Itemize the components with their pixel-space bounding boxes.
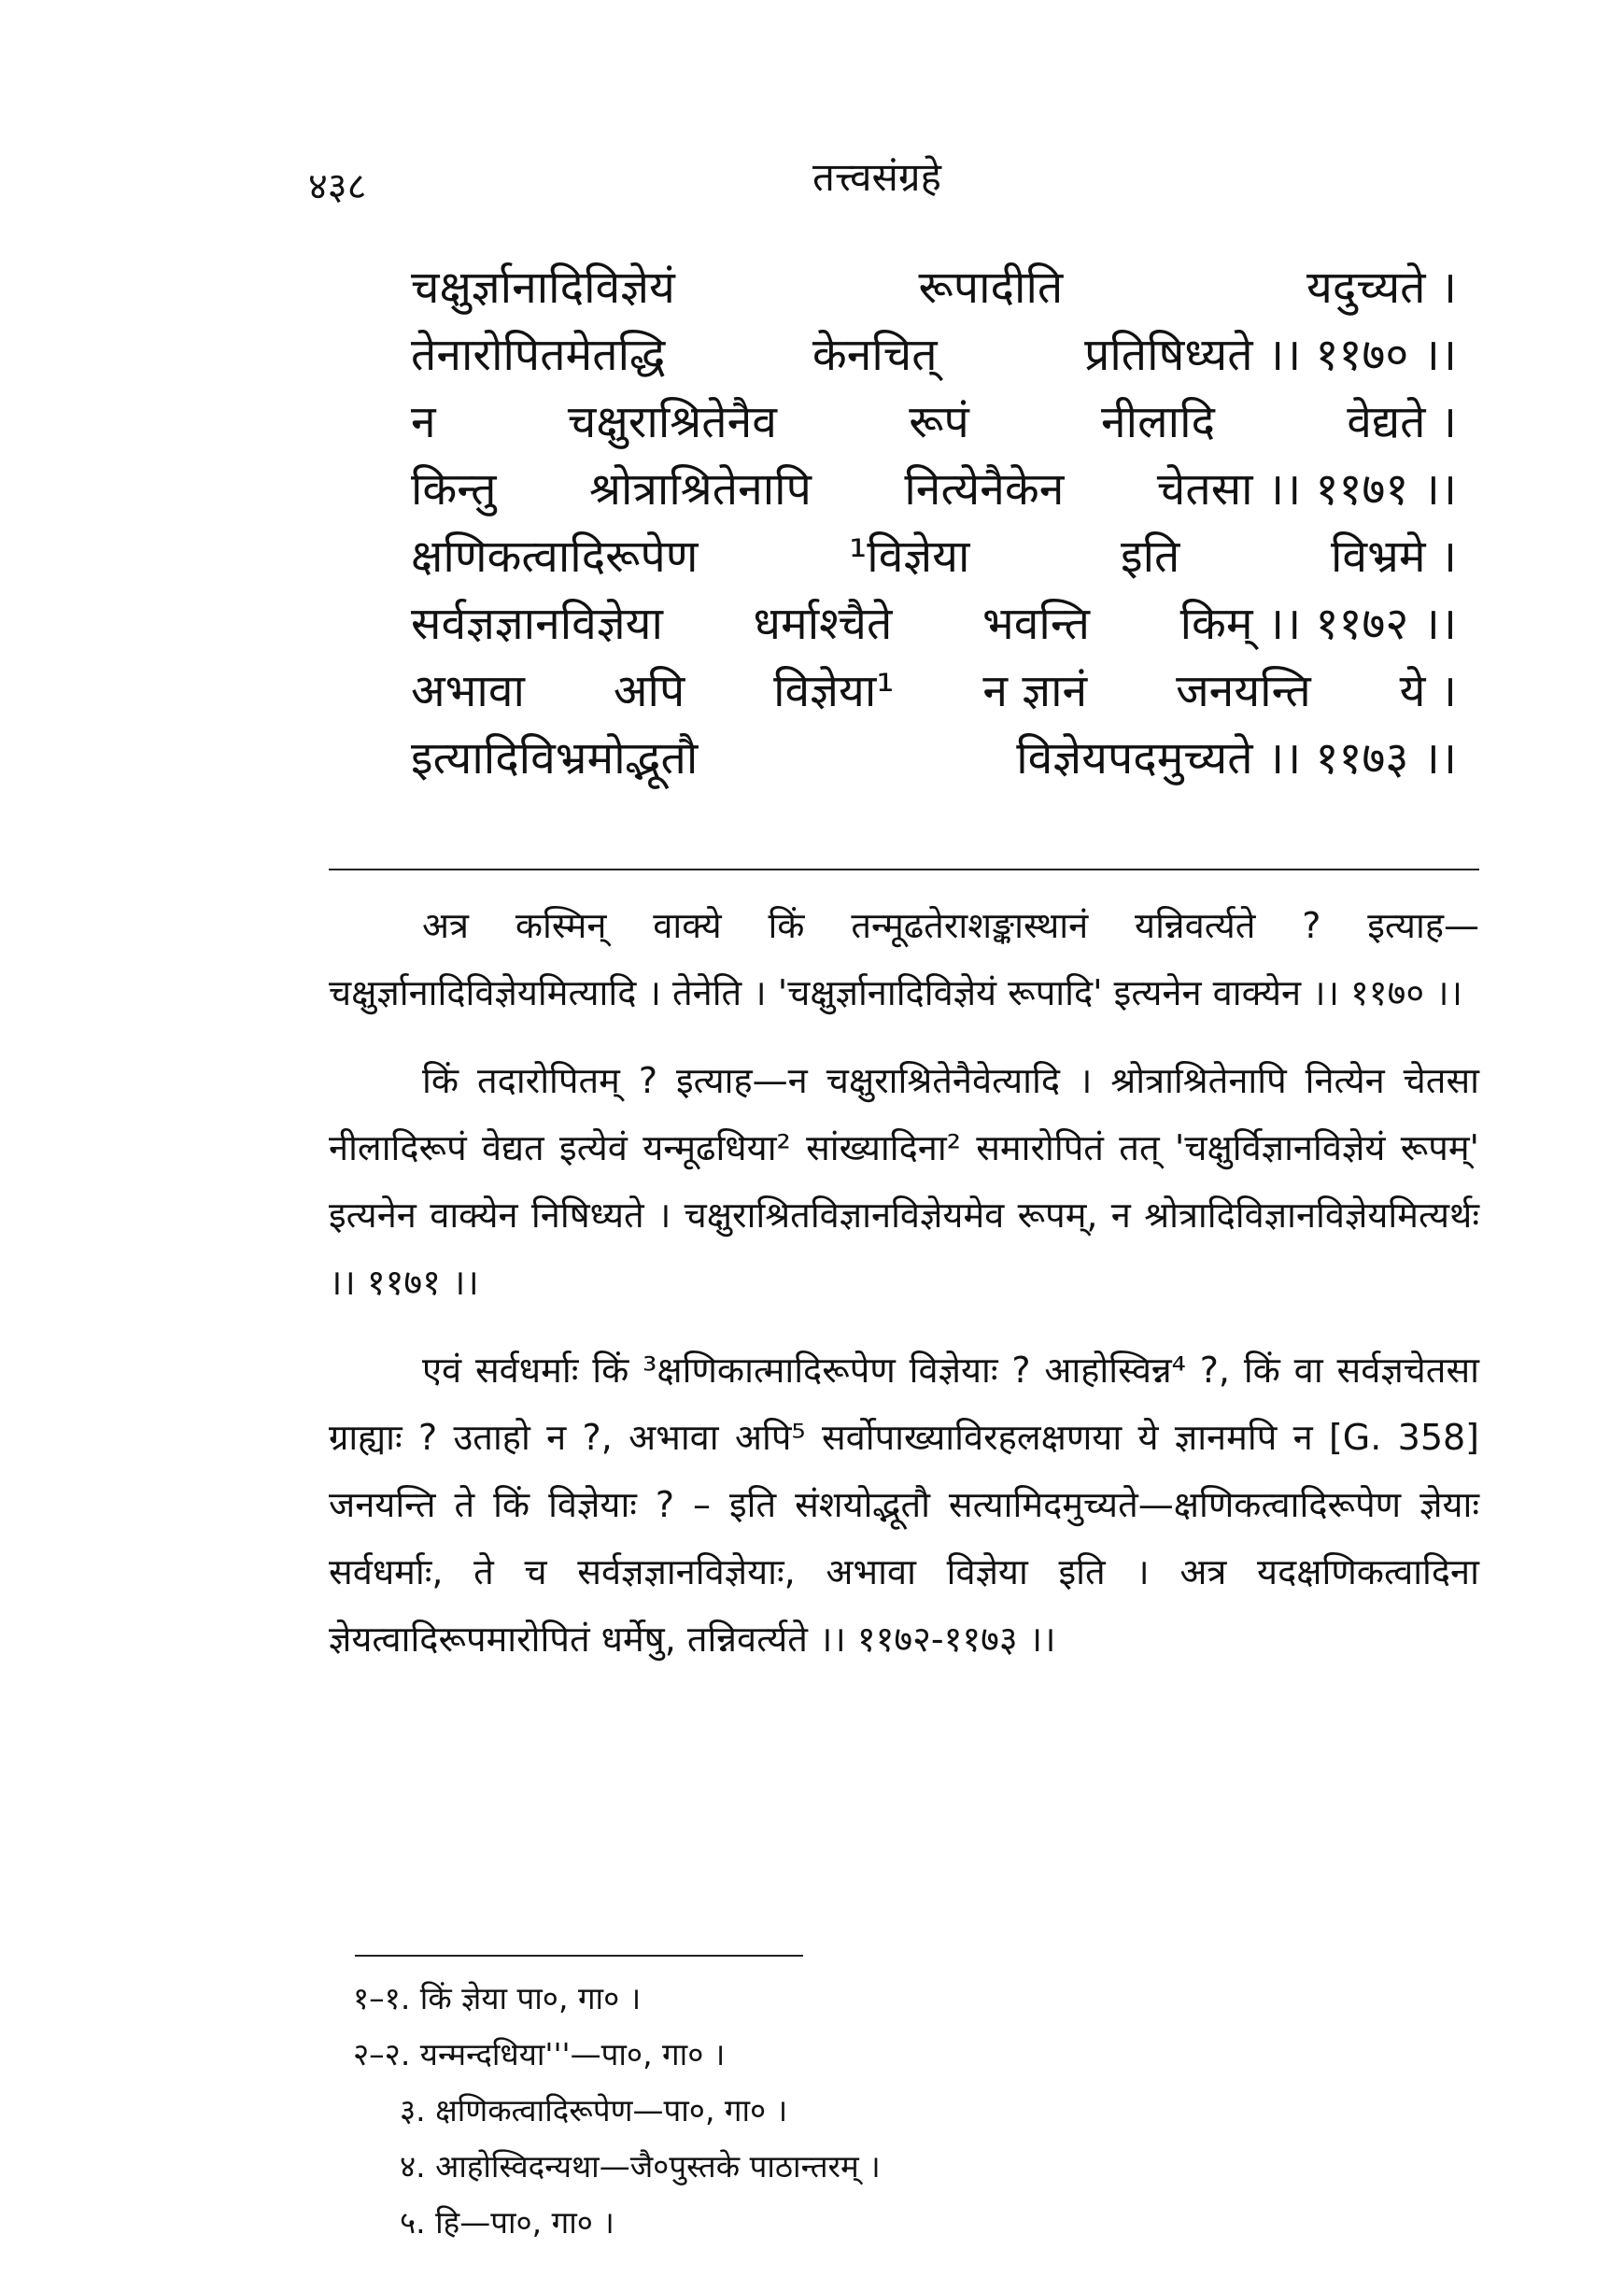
verse-word: न bbox=[411, 396, 436, 448]
verse-word: जनयन्ति bbox=[1176, 665, 1311, 717]
verse-word: भवन्ति bbox=[982, 598, 1091, 650]
verse-line bbox=[411, 590, 1457, 658]
verse-word: यदुच्यते । bbox=[1306, 262, 1457, 314]
page-number: ४३८ bbox=[308, 165, 367, 208]
commentary bbox=[329, 892, 1479, 1693]
verse-line bbox=[411, 254, 1457, 321]
verse-word: चेतसा ।। ११७१ ।। bbox=[1156, 463, 1457, 516]
commentary-paragraph: अत्र कस्मिन् वाक्ये किं तन्मूढतेराशङ्कास्थानं यन्निवर्त्यते ? इत्याह— चक्षुर्ज्ञानादिविज्ञेयमित्यादि । तेनेति । 'चक्षुर्ज्ञानादिविज्ञेयं रूपादि' इत्यनेन वाक्येन ।। ११७० ।। bbox=[329, 905, 1479, 1013]
verse-word: ये । bbox=[1399, 665, 1457, 717]
verse-line bbox=[411, 389, 1457, 456]
verse-word: इत्यादिविभ्रमोद्भूतौ bbox=[411, 732, 699, 785]
verse-word: ¹विज्ञेया bbox=[849, 530, 970, 583]
verse-line bbox=[411, 456, 1457, 523]
verse-word: विज्ञेयपदमुच्यते ।। ११७३ ।। bbox=[1016, 732, 1457, 785]
verse-line bbox=[411, 658, 1457, 725]
footnote: ४. आहोस्विदन्यथा—जै०पुस्तके पाठान्तरम् । bbox=[400, 2148, 881, 2185]
footnote: ५. हि—पा०, गा० । bbox=[400, 2204, 614, 2241]
verse-word: चक्षुराश्रितेनैव bbox=[567, 396, 777, 448]
verse-word: तेनारोपितमेतद्धि bbox=[411, 329, 666, 381]
verse-word: इति bbox=[1121, 530, 1180, 583]
verse-line bbox=[411, 725, 1457, 792]
verse-word: चक्षुर्ज्ञानादिविज्ञेयं bbox=[411, 262, 675, 314]
running-head: तत्त्वसंग्रहे bbox=[812, 154, 941, 200]
footnotes bbox=[353, 1971, 1380, 2251]
verse-word: केनचित् bbox=[812, 329, 938, 381]
verse-word: अभावा bbox=[411, 665, 525, 717]
verse-word: रूपादीति bbox=[918, 262, 1064, 314]
footnote: ३. क्षणिकत्वादिरूपेण—पा०, गा० । bbox=[400, 2092, 788, 2128]
commentary-paragraph: किं तदारोपितम् ? इत्याह—न चक्षुराश्रितेनैवेत्यादि । श्रोत्राश्रितेनापि नित्येन चेतसा नीलादिरूपं वेद्यत इत्येवं यन्मूढधिया² सांख्यादिना² समारोपितं तत् 'चक्षुर्विज्ञानविज्ञेयं रूपम्' इत्यनेन वाक्येन निषिध्यते । चक्षुराश्रितविज्ञानविज्ञेयमेव रूपम्, न श्रोत्रादिविज्ञानविज्ञेयमित्यर्थः ।। ११७१ ।। bbox=[329, 1060, 1479, 1303]
footnote: १–१. किं ज्ञेया पा०, गा० । bbox=[353, 1980, 642, 2016]
verse-word: प्रतिषिध्यते ।। ११७० ।। bbox=[1084, 329, 1457, 381]
section-divider bbox=[329, 869, 1479, 870]
verse-word: विभ्रमे । bbox=[1330, 530, 1457, 583]
verse-word: अपि bbox=[613, 665, 685, 717]
verse-word: नित्येनैकेन bbox=[904, 463, 1065, 516]
verse-word: क्षणिकत्वादिरूपेण bbox=[411, 530, 699, 583]
verse-word: नीलादि bbox=[1101, 396, 1215, 448]
commentary-paragraph: एवं सर्वधर्माः किं ³क्षणिकात्मादिरूपेण विज्ञेयाः ? आहोस्विन्न⁴ ?, किं वा सर्वज्ञचेतसा ग्राह्याः ? उताहो न ?, अभावा अपि⁵ सर्वोपाख्याविरहलक्षणया ये ज्ञानमपि न [G. 358] जनयन्ति ते किं विज्ञेयाः ? – इति संशयोद्भूतौ सत्यामिदमुच्यते—क्षणिकत्वादिरूपेण ज्ञेयाः सर्वधर्माः, ते च सर्वज्ञज्ञानविज्ञेयाः, अभावा विज्ञेया इति । अत्र यदक्षणिकत्वादिना ज्ञेयत्वादिरूपमारोपितं धर्मेषु, तन्निवर्त्यते ।। ११७२-११७३ ।। bbox=[329, 1350, 1479, 1660]
verse-word: विज्ञेया¹ bbox=[773, 665, 895, 717]
verse-word: किम् ।। ११७२ ।। bbox=[1179, 598, 1457, 650]
footnote-divider bbox=[355, 1955, 803, 1957]
verse-word: श्रोत्राश्रितेनापि bbox=[588, 463, 812, 516]
verse-word: वेद्यते । bbox=[1347, 396, 1457, 448]
footnote: २–२. यन्मन्दधिया'''—पा०, गा० । bbox=[353, 2036, 726, 2072]
verse-word: न ज्ञानं bbox=[982, 665, 1088, 717]
verse-word: धर्माश्चैते bbox=[753, 598, 893, 650]
verse-word: सर्वज्ञज्ञानविज्ञेया bbox=[411, 598, 663, 650]
verse-word: किन्तु bbox=[411, 463, 497, 516]
verse-line bbox=[411, 321, 1457, 389]
verse-block bbox=[411, 254, 1457, 792]
verse-line bbox=[411, 523, 1457, 590]
verse-word: रूपं bbox=[909, 396, 969, 448]
